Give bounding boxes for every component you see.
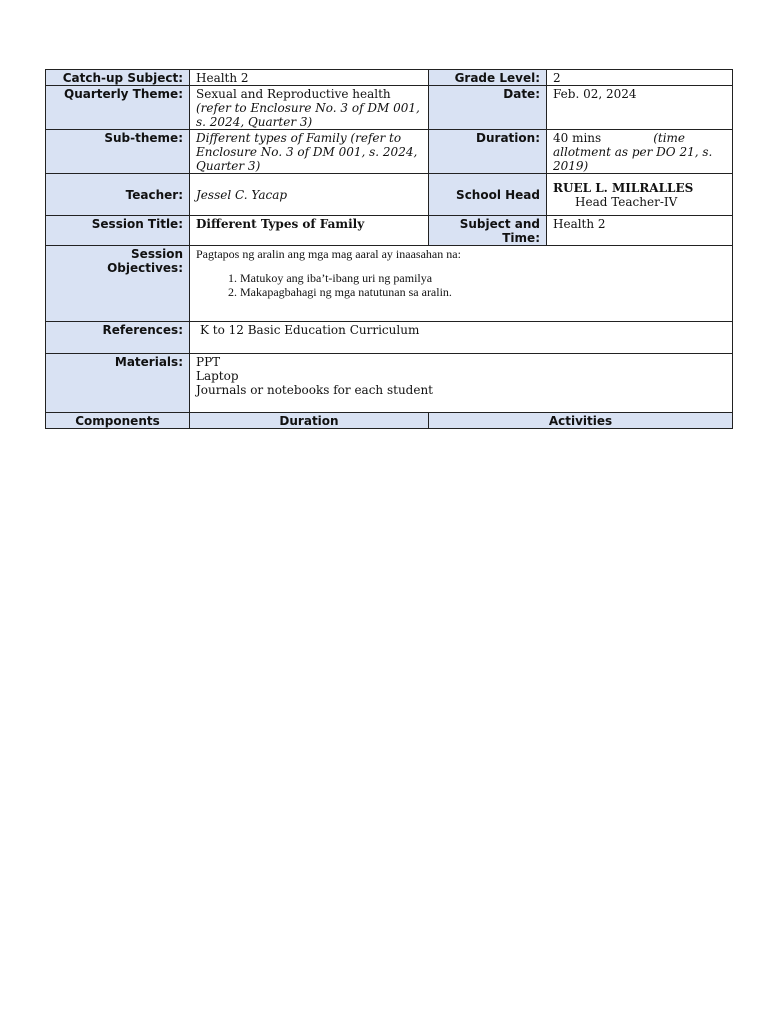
grade-level-value: 2 xyxy=(547,70,733,86)
row-quarterly-theme xyxy=(46,86,733,130)
school-head-name: RUEL L. MILRALLES xyxy=(553,181,694,195)
duration-value: 40 mins xyxy=(553,131,602,145)
references-label: References: xyxy=(46,322,190,354)
duration-label: Duration: xyxy=(429,130,547,174)
teacher-value: Jessel C. Yacap xyxy=(190,174,429,216)
references-cell xyxy=(190,322,733,354)
row-materials xyxy=(46,354,733,413)
subject-time-value: Health 2 xyxy=(547,216,733,246)
lesson-plan-table xyxy=(45,69,733,429)
materials-label: Materials: xyxy=(46,354,190,413)
quarterly-theme-cell xyxy=(190,86,429,130)
row-session-title xyxy=(46,216,733,246)
row-catchup-subject xyxy=(46,70,733,86)
school-head-position: Head Teacher-IV xyxy=(575,195,678,209)
teacher-label: Teacher: xyxy=(46,174,190,216)
session-title-label: Session Title: xyxy=(46,216,190,246)
sub-theme-value: Different types of Family (refer to Enclosure No. 3 of DM 001, s. 2024, Quarter 3) xyxy=(190,130,429,174)
sub-theme-label: Sub-theme: xyxy=(46,130,190,174)
material-item: PPT xyxy=(196,355,221,369)
grade-level-label: Grade Level: xyxy=(429,70,547,86)
objective-item: 2. Makapagbahagi ng mga natutunan sa aralin. xyxy=(240,285,726,299)
material-item: Journals or notebooks for each student xyxy=(196,383,433,397)
subject-time-label: Subject and Time: xyxy=(429,216,547,246)
school-head-label: School Head xyxy=(429,174,547,216)
catchup-subject-value: Health 2 xyxy=(190,70,429,86)
quarterly-theme-label: Quarterly Theme: xyxy=(46,86,190,130)
session-objectives-cell xyxy=(190,246,733,322)
components-header: Components xyxy=(46,413,190,429)
objective-item: 1. Matukoy ang iba’t-ibang uri ng pamilya xyxy=(240,271,726,285)
session-title-value: Different Types of Family xyxy=(190,216,429,246)
row-teacher xyxy=(46,174,733,216)
school-head-cell xyxy=(547,174,733,216)
row-session-objectives xyxy=(46,246,733,322)
quarterly-theme-value: Sexual and Reproductive health xyxy=(196,87,391,101)
material-item: Laptop xyxy=(196,369,239,383)
materials-cell xyxy=(190,354,733,413)
row-components-header xyxy=(46,413,733,429)
objectives-intro: Pagtapos ng aralin ang mga mag aaral ay inaasahan na: xyxy=(196,247,461,261)
row-references xyxy=(46,322,733,354)
row-sub-theme xyxy=(46,130,733,174)
duration-header: Duration xyxy=(190,413,429,429)
date-label: Date: xyxy=(429,86,547,130)
catchup-subject-label: Catch-up Subject: xyxy=(46,70,190,86)
quarterly-theme-note: (refer to Enclosure No. 3 of DM 001, s. 2024, Quarter 3) xyxy=(196,101,420,129)
date-value: Feb. 02, 2024 xyxy=(547,86,733,130)
activities-header: Activities xyxy=(429,413,733,429)
objectives-list xyxy=(196,271,726,299)
references-value: K to 12 Basic Education Curriculum xyxy=(200,323,420,337)
duration-cell xyxy=(547,130,733,174)
session-objectives-label: Session Objectives: xyxy=(46,246,190,322)
duration-note: (time allotment as per DO 21, s. 2019) xyxy=(553,131,713,173)
